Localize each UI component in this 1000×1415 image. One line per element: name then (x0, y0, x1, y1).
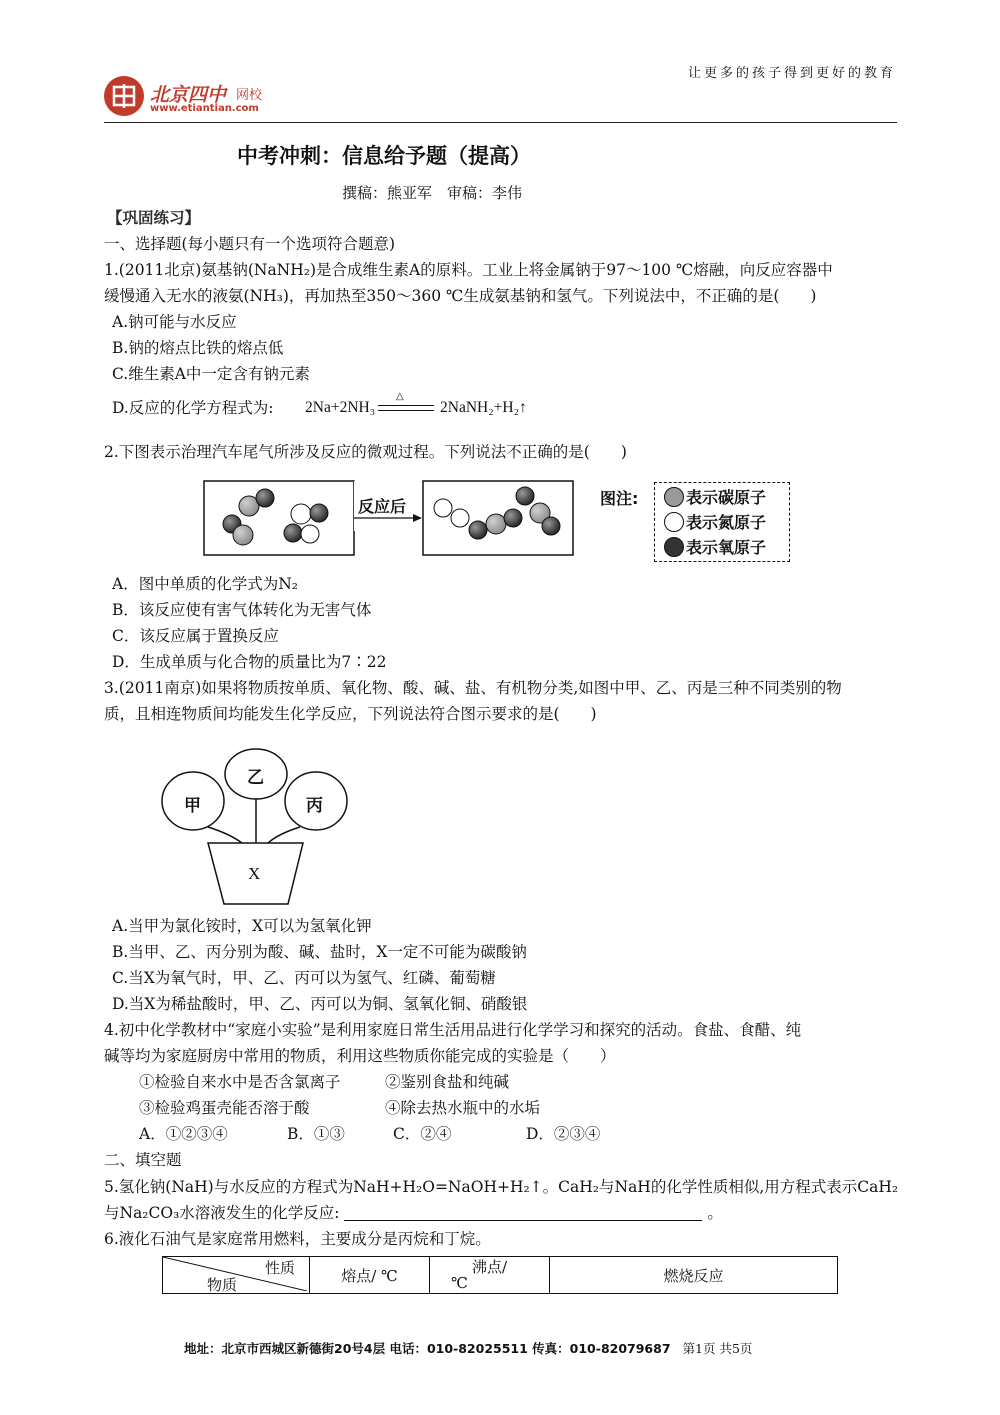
q6-properties-table (162, 1256, 838, 1294)
q3-label-jia: 甲 (184, 796, 201, 816)
table-row (163, 1257, 838, 1294)
q2-legend-oxygen: 表示氧原子 (686, 538, 767, 557)
q5-suffix: 。 (707, 1204, 723, 1222)
authors-line: 撰稿：熊亚军 审稿：李伟 (342, 184, 523, 202)
q5-stem-line1: 5.氢化钠(NaH)与水反应的方程式为NaH+H₂O=NaOH+H₂↑。CaH₂与NaH的化学性质相似,用方程式表示CaH₂ (104, 1178, 899, 1196)
q5-answer-blank[interactable] (344, 1205, 702, 1221)
q1-equation-heat-symbol: △ (396, 391, 404, 402)
logo-name: 北京四中 (150, 84, 227, 106)
q2-option-c: C．该反应属于置换反应 (112, 627, 279, 645)
table-header-boiling (430, 1257, 550, 1294)
q1-option-c: C.维生素A中一定含有钠元素 (112, 365, 310, 383)
logo-url: www.etiantian.com (150, 103, 259, 114)
q3-label-bing: 丙 (306, 796, 323, 816)
part1-heading: 一、选择题(每小题只有一个选项符合题意) (104, 235, 396, 253)
q4-item-1: ①检验自来水中是否含氯离子 (139, 1073, 341, 1091)
q4-item-4: ④除去热水瓶中的水垢 (385, 1099, 541, 1117)
q1-stem-line1: 1.(2011北京)氨基钠(NaNH₂)是合成维生素A的原料。工业上将金属钠于97～100 ℃熔融，向反应容器中 (104, 261, 833, 279)
q2-option-a: A．图中单质的化学式为N₂ (112, 575, 298, 593)
q1-equation-right: 2NaNH₂+H₂↑ (440, 399, 527, 416)
header-slogan: 让更多的孩子得到更好的教育 (687, 66, 896, 81)
q4-option-b: B．①③ (287, 1125, 345, 1143)
q3-stem-line2: 质，且相连物质间均能发生化学反应，下列说法符合图示要求的是( ) (104, 705, 597, 723)
logo-net-label: 网校 (236, 88, 263, 103)
q2-stem: 2.下图表示治理汽车尾气所涉及反应的微观过程。下列说法不正确的是( ) (104, 443, 627, 461)
q3-option-c: C.当X为氧气时，甲、乙、丙可以为氢气、红磷、葡萄糖 (112, 969, 496, 987)
q2-option-d: D．生成单质与化合物的质量比为7∶22 (112, 653, 387, 671)
q2-legend-oxygen-swatch-icon (664, 537, 684, 557)
table-header-property: 性质 (264, 1259, 295, 1277)
table-header-boiling-unit: ℃ (451, 1274, 468, 1292)
q3-option-a: A.当甲为氯化铵时，X可以为氢氧化钾 (112, 917, 372, 935)
q1-equation-equals (378, 405, 434, 411)
q3-option-b: B.当甲、乙、丙分别为酸、碱、盐时，X一定不可能为碳酸钠 (112, 943, 527, 961)
q6-stem: 6.液化石油气是家庭常用燃料，主要成分是丙烷和丁烷。 (104, 1230, 491, 1248)
page-title: 中考冲刺：信息给予题（提高） (237, 144, 531, 168)
logo-emblem-icon (104, 76, 144, 116)
q3-option-d: D.当X为稀盐酸时，甲、乙、丙可以为铜、氢氧化铜、硝酸银 (112, 995, 528, 1013)
q2-legend-carbon: 表示碳原子 (686, 488, 767, 507)
footer-page-number: 第1页 共5页 (682, 1341, 753, 1356)
q1-option-a: A.钠可能与水反应 (112, 313, 237, 331)
q5-stem-line2 (104, 1203, 723, 1223)
q2-arrow-label: 反应后 (358, 497, 407, 516)
q4-item-2: ②鉴别食盐和纯碱 (385, 1073, 510, 1091)
q2-legend-nitrogen: 表示氮原子 (686, 513, 767, 532)
header-divider (104, 122, 897, 123)
part2-heading: 二、填空题 (104, 1151, 182, 1169)
table-header-melting: 熔点/ ℃ (310, 1257, 430, 1294)
table-header-boiling-label: 沸点/ (471, 1258, 508, 1276)
q5-prefix: 与Na₂CO₃水溶液发生的化学反应: (104, 1204, 340, 1222)
q3-stem-line1: 3.(2011南京)如果将物质按单质、氧化物、酸、碱、盐、有机物分类,如图中甲、乙、丙是三种不同类别的物 (104, 679, 842, 697)
footer-address: 地址：北京市西城区新德街20号4层 电话：010-82025511 传真：010-82079687 (184, 1341, 671, 1356)
table-header-combustion: 燃烧反应 (550, 1257, 838, 1294)
section-tag: 【巩固练习】 (107, 209, 201, 227)
q2-legend-title: 图注: (600, 489, 639, 508)
q2-option-b: B．该反应使有害气体转化为无害气体 (112, 601, 372, 619)
q1-option-d-prefix: D.反应的化学方程式为: (112, 399, 274, 417)
footer (184, 1339, 752, 1357)
q4-item-3: ③检验鸡蛋壳能否溶于酸 (139, 1099, 310, 1117)
q3-label-x: X (248, 864, 261, 883)
q4-option-c: C．②④ (393, 1125, 452, 1143)
q1-stem-line2: 缓慢通入无水的液氨(NH₃)，再加热至350～360 ℃生成氨基钠和氢气。下列说法中，不正确的是( ) (104, 287, 817, 305)
table-header-diagonal-cell (163, 1257, 310, 1294)
q4-stem-line1: 4.初中化学教材中“家庭小实验”是利用家庭日常生活用品进行化学学习和探究的活动。食盐、食醋、纯 (104, 1021, 802, 1039)
table-header-substance: 物质 (207, 1276, 238, 1294)
q4-option-a: A．①②③④ (139, 1125, 228, 1143)
q1-equation-left: 2Na+2NH₃ (305, 399, 376, 416)
q2-legend-carbon-swatch-icon (664, 487, 684, 507)
q2-legend-nitrogen-swatch-icon (664, 512, 684, 532)
q3-label-yi: 乙 (247, 768, 264, 788)
q4-stem-line2: 碱等均为家庭厨房中常用的物质，利用这些物质你能完成的实验是（ ） (104, 1047, 616, 1065)
q1-option-b: B.钠的熔点比铁的熔点低 (112, 339, 284, 357)
q4-option-d: D．②③④ (526, 1125, 601, 1143)
